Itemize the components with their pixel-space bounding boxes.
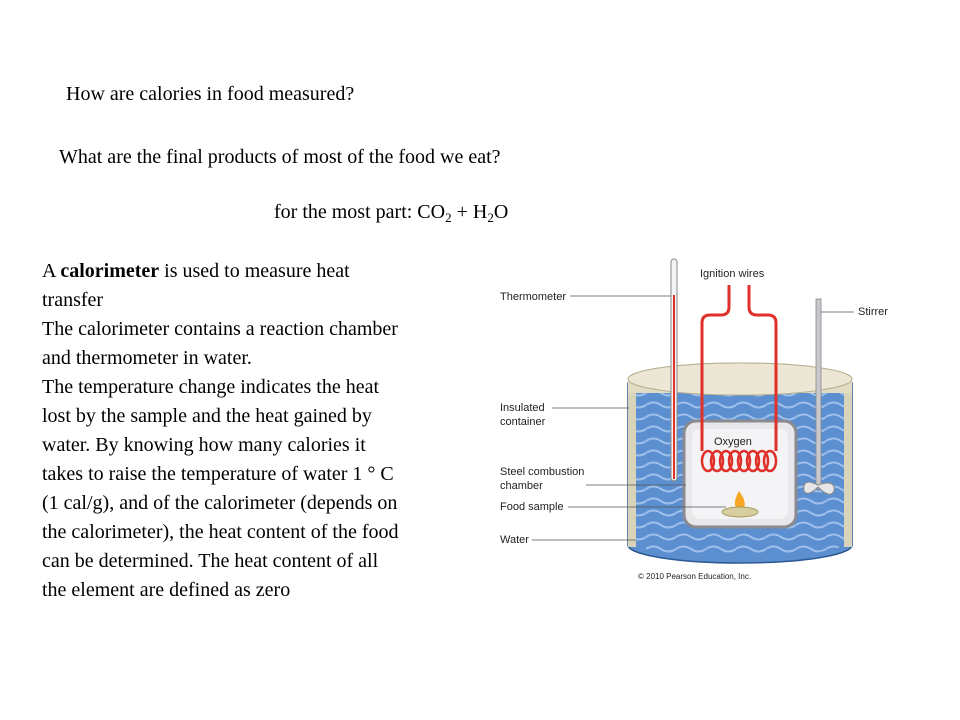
answer-sub-h2o: 2 (487, 210, 494, 225)
ignition-coil (702, 451, 776, 471)
calorimeter-term: calorimeter (60, 260, 160, 282)
calorimeter-explanation (42, 257, 402, 605)
explanation-line-2: The calorimeter contains a reaction chamber and thermometer in water. (42, 318, 398, 369)
label-oxygen: Oxygen (714, 436, 752, 448)
container-wall-right (844, 383, 852, 547)
answer-mid: + H (451, 201, 488, 223)
label-insulated-1: Insulated (500, 402, 545, 414)
explanation-line-1-end: is used to measure heat transfer (42, 260, 350, 311)
question-final-products: What are the final products of most of the food we eat? (59, 146, 501, 168)
explanation-line-1 (42, 257, 402, 315)
explanation-line-3: The temperature change indicates the heat lost by the sample and the heat gained by water. By knowing how many calories it takes to raise the temperature of water 1 ° C (1 cal/g), and of the calorimeter (depends on the calorimeter), the heat content of the food can be determined. The heat content of all the element are defined as zero (42, 376, 399, 601)
answer-prefix: for the most part: CO (274, 201, 446, 223)
label-steel-2: chamber (500, 480, 543, 492)
container-wall-left (628, 383, 636, 547)
calorimeter-diagram (496, 255, 896, 585)
label-steel-1: Steel combustion (500, 466, 585, 478)
label-thermometer: Thermometer (500, 291, 567, 303)
label-insulated-2: container (500, 416, 546, 428)
answer-sub-co2: 2 (445, 210, 452, 225)
answer-suffix: O (493, 201, 509, 223)
copyright-text: © 2010 Pearson Education, Inc. (638, 572, 752, 581)
thermometer-mercury (673, 295, 675, 479)
explanation-line-1-start: A (42, 260, 61, 282)
label-stirrer: Stirrer (858, 306, 888, 318)
label-food-sample: Food sample (500, 501, 564, 513)
label-water: Water (500, 534, 529, 546)
answer-products (274, 201, 508, 224)
question-calories: How are calories in food measured? (66, 83, 355, 105)
label-ignition-wires: Ignition wires (700, 268, 765, 280)
food-sample-dish (722, 507, 758, 517)
stirrer-rod (816, 299, 821, 489)
